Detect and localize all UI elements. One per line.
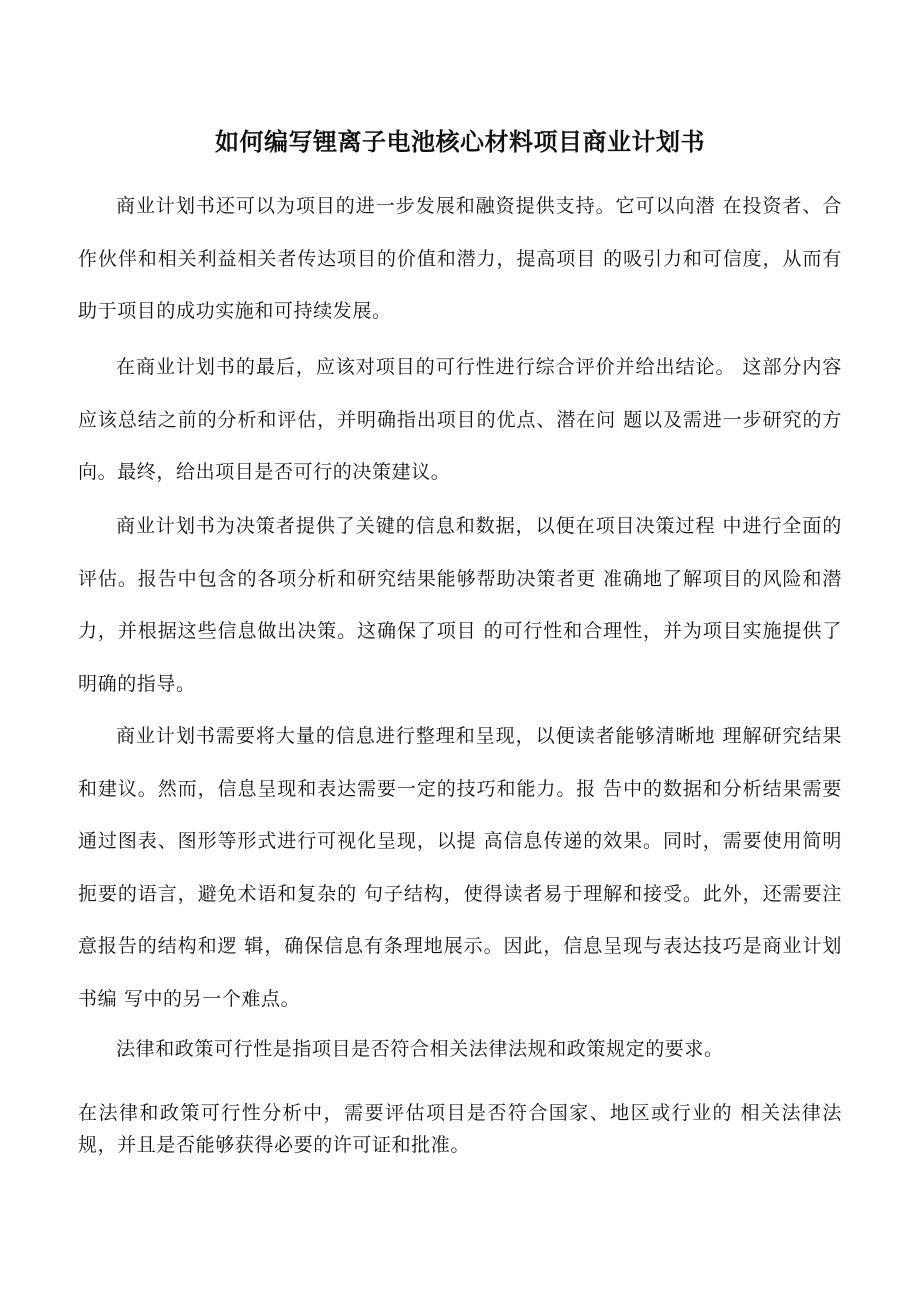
document-title: 如何编写锂离子电池核心材料项目商业计划书 bbox=[215, 128, 705, 156]
paragraph-6: 在法律和政策可行性分析中，需要评估项目是否符合国家、地区或行业的 相关法律法规，并且是否能够获得必要的许可证和批准。 bbox=[78, 1102, 842, 1156]
paragraph-4: 商业计划书需要将大量的信息进行整理和呈现，以便读者能够清晰地 理解研究结果和建议。然而，信息呈现和表达需要一定的技巧和能力。报 告中的数据和分析结果需要通过图表、图形等形式进行可视化呈现，以提 高信息传递的效果。同时，需要使用简明扼要的语言，避免术语和复杂的 句子结构，使得读者易于理解和接受。此外，还需要注意报告的结构和逻 辑，确保信息有条理地展示。因此，信息呈现与表达技巧是商业计划书编 写中的另一个难点。 bbox=[78, 725, 842, 1010]
paragraph-1: 商业计划书还可以为项目的进一步发展和融资提供支持。它可以向潜 在投资者、合作伙伴和相关利益相关者传达项目的价值和潜力，提高项目 的吸引力和可信度，从而有助于项目的成功实施和可持续发展。 bbox=[78, 195, 842, 323]
paragraph-3: 商业计划书为决策者提供了关键的信息和数据，以便在项目决策过程 中进行全面的评估。报告中包含的各项分析和研究结果能够帮助决策者更 准确地了解项目的风险和潜力，并根据这些信息做出决策。这确保了项目 的可行性和合理性，并为项目实施提供了明确的指导。 bbox=[78, 515, 842, 695]
paragraph-2: 在商业计划书的最后，应该对项目的可行性进行综合评价并给出结论。 这部分内容应该总结之前的分析和评估，并明确指出项目的优点、潜在问 题以及需进一步研究的方向。最终，给出项目是否可行的决策建议。 bbox=[78, 356, 842, 484]
paragraph-5: 法律和政策可行性是指项目是否符合相关法律法规和政策规定的要求。 bbox=[116, 1038, 724, 1060]
